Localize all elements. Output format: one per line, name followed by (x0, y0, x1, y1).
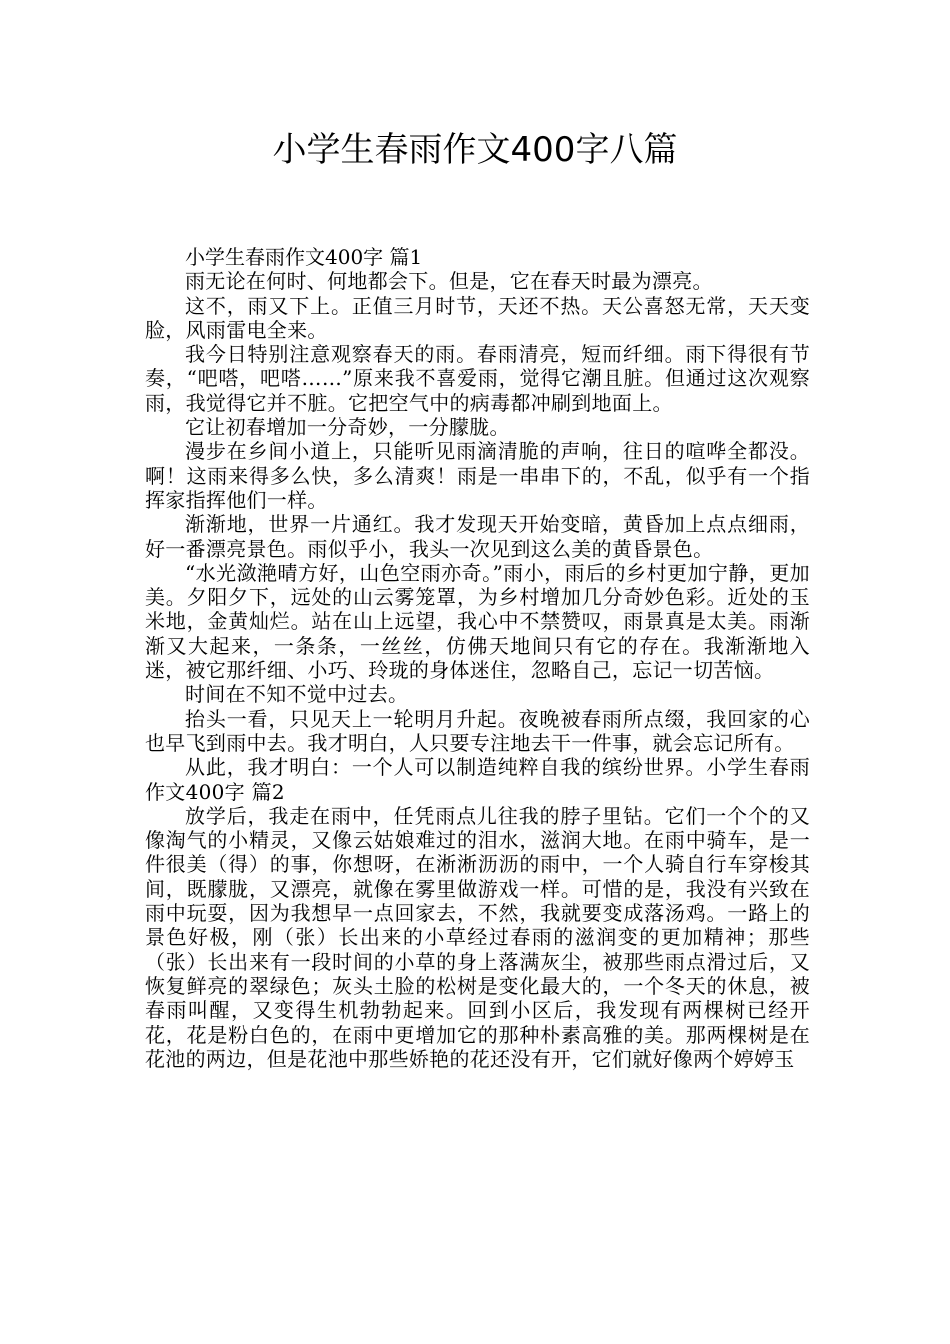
paragraph: “水光潋滟晴方好，山色空雨亦奇。”雨小，雨后的乡村更加宁静，更加美。夕阳夕下，远处的山云雾笼罩，为乡村增加几分奇妙色彩。近处的玉米地，金黄灿烂。站在山上远望，我心中不禁赞叹，雨景真是太美。雨渐渐又大起来，一条条，一丝丝，仿佛天地间只有它的存在。我渐渐地入迷，被它那纤细、小巧、玲珑的身体迷住，忽略自己，忘记一切苦恼。 (145, 560, 810, 683)
paragraph: 放学后，我走在雨中，任凭雨点儿往我的脖子里钻。它们一个个的又像淘气的小精灵，又像云姑娘难过的泪水，滋润大地。在雨中骑车，是一件很美（得）的事，你想呀，在淅淅沥沥的雨中，一个人骑自行车穿梭其间，既朦胧，又漂亮，就像在雾里做游戏一样。可惜的是，我没有兴致在雨中玩耍，因为我想早一点回家去，不然，我就要变成落汤鸡。一路上的景色好极，刚（张）长出来的小草经过春雨的滋润变的更加精神；那些（张）长出来有一段时间的小草的身上落满灰尘，被那些雨点滑过后，又恢复鲜亮的翠绿色；灰头土脸的松树是变化最大的，一个冬天的休息，被春雨叫醒，又变得生机勃勃起来。回到小区后，我发现有两棵树已经开花，花是粉白色的，在雨中更增加它的那种朴素高雅的美。那两棵树是在花池的两边，但是花池中那些娇艳的花还没有开，它们就好像两个婷婷玉 (145, 803, 810, 1071)
section-heading: 小学生春雨作文400字 篇1 (185, 245, 423, 269)
document-title: 小学生春雨作文400字八篇 (272, 130, 678, 170)
paragraph: 这不，雨又下上。正值三月时节，天还不热。天公喜怒无常，天天变脸，风雨雷电全来。 (145, 293, 810, 342)
paragraph: 渐渐地，世界一片通红。我才发现天开始变暗，黄昏加上点点细雨，好一番漂亮景色。雨似乎小，我头一次见到这么美的黄昏景色。 (145, 512, 810, 561)
paragraph: 它让初春增加一分奇妙，一分朦胧。 (185, 415, 510, 440)
paragraph: 雨无论在何时、何地都会下。但是，它在春天时最为漂亮。 (185, 269, 713, 294)
paragraph: 抬头一看，只见天上一轮明月升起。夜晚被春雨所点缀，我回家的心也早飞到雨中去。我才明白，人只要专注地去干一件事，就会忘记所有。 (145, 706, 810, 755)
paragraph: 我今日特别注意观察春天的雨。春雨清亮，短而纤细。雨下得很有节奏，“吧嗒，吧嗒……”原来我不喜爱雨，觉得它潮且脏。但通过这次观察雨，我觉得它并不脏。它把空气中的病毒都冲刷到地面上。 (145, 342, 810, 415)
document-body (145, 245, 810, 1071)
paragraph: 漫步在乡间小道上，只能听见雨滴清脆的声响，往日的喧哗全都没。啊！这雨来得多么快，多么清爽！雨是一串串下的，不乱，似乎有一个指挥家指挥他们一样。 (145, 439, 810, 512)
paragraph: 时间在不知不觉中过去。 (185, 682, 409, 707)
paragraph: 从此，我才明白：一个人可以制造纯粹自我的缤纷世界。小学生春雨作文400字 篇2 (145, 755, 810, 804)
